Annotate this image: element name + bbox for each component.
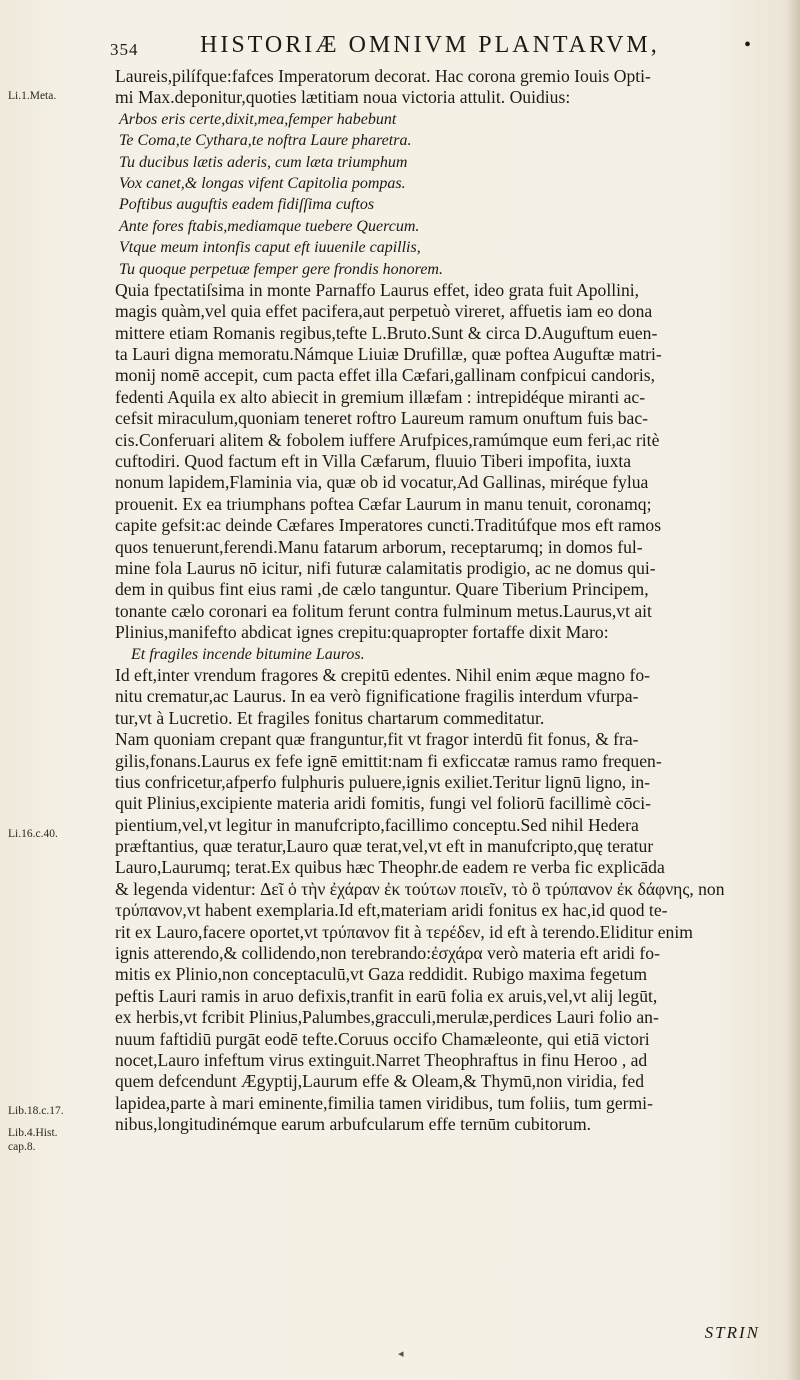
text-line: prouenit. Ex ea triumphans poftea Cæfar Laurum in manu tenuit, coronamq; [115, 493, 652, 514]
text-line: cefsit miraculum,quoniam teneret roftro Laureum ramum onuftum fuis bac- [115, 408, 649, 429]
text-line: ignis atterendo,& collidendo,non terebrando:ἐσχάρα verò materia eft aridi fo- [115, 943, 660, 964]
text-line: monij nomē accepit, cum pacta effet illa Cæfari,gallinam confpicui candoris, [115, 365, 656, 386]
verse-line: Vtque meum intonfis caput eft iuuenile capillis, [119, 239, 421, 257]
verse-line: Vox canet,& longas vifent Capitolia pompas. [119, 174, 406, 192]
text-line: cis.Conferuari alitem & fobolem iuffere Arufpices,ramúmque eum feri,ac ritè [115, 429, 660, 450]
margin-note: Li.1.Meta. [8, 90, 57, 102]
text-line: tius confricetur,afperfo fulphuris puluere,ignis exiliet.Teritur lignū ligno, in- [115, 771, 651, 792]
text-line: dem in quibus fint eius rami ,de cælo tanguntur. Quare Tiberium Principem, [115, 579, 649, 600]
page-edge-shadow [786, 0, 800, 1380]
text-line: nocet,Lauro infeftum virus extinguit.Narret Theophraftus in finu Heroo , ad [115, 1049, 648, 1070]
text-line: quos tenuerunt,ferendi.Manu fatarum arborum, receptarumq; in domos ful- [115, 536, 643, 557]
page-number: 354 [110, 40, 139, 59]
text-line: tonante cælo coronari ea folitum ferunt contra fulminum metus.Laurus,vt ait [115, 600, 652, 621]
catchword: STRIN [704, 1323, 760, 1342]
margin-note: Lib.4.Hist. [8, 1127, 58, 1139]
quote-line: Et fragiles incende bitumine Lauros. [131, 645, 365, 663]
margin-note: Li.16.c.40. [8, 828, 58, 840]
text-line: ta Lauri digna memoratu.Námque Liuiæ Drufillæ, quæ poftea Auguftæ matri- [115, 344, 662, 365]
text-line: rit ex Lauro,facere oportet,vt τρύπανον fit à τερέδεν, id eft à terendo.Eliditur enim [115, 921, 693, 942]
text-line: gilis,fonans.Laurus ex fefe ignē emittit:nam fi exficcatæ ramus ramo frequen- [115, 750, 662, 771]
page-header [110, 32, 780, 62]
text-line: mine fola Laurus nō icitur, nifi futuræ calamitatis prodigio, ac ne domus qui- [115, 557, 656, 578]
text-line: Nam quoniam crepant quæ franguntur,fit vt fragor interdū fit fonus, & fra- [115, 729, 639, 750]
main-text [115, 66, 775, 1136]
text-line: mi Max.deponitur,quoties lætitiam noua victoria attulit. Ouidius: [115, 87, 571, 108]
text-line: nonum lapidem,Flaminia via, quæ ob id vocatur,Ad Gallinas, miréque fylua [115, 472, 649, 493]
text-line: fedenti Aquila ex alto abiecit in gremium illæfam : intrepidéque miranti ac- [115, 386, 646, 407]
text-line: & legenda videntur: Δεῖ ὁ τὴν ἐχάραν ἐκ τούτων ποιεῖν, τὸ ὃ τρύπανον ἐκ δάφνης, non [115, 878, 725, 899]
text-line: mitis ex Plinio,non conceptaculū,vt Gaza reddidit. Rubigo maxima fegetum [115, 964, 648, 985]
verse-line: Tu ducibus lætis aderis, cum læta triumphum [119, 153, 408, 171]
text-line: Lauro,Laurumq; terat.Ex quibus hæc Theophr.de eadem re verba fic explicāda [115, 857, 665, 878]
text-line: magis quàm,vel quia effet pacifera,aut perpetuò vireret, affuetis iam eo dona [115, 301, 653, 322]
text-line: Plinius,manifefto abdicat ignes crepitu:quapropter fortaffe dixit Maro: [115, 622, 609, 643]
margin-note: Lib.18.c.17. [8, 1105, 64, 1117]
text-line: pientium,vel,vt legitur in manufcripto,facillimo conceptu.Sed nihil Hedera [115, 814, 639, 835]
text-line: cuftodiri. Quod factum eft in Villa Cæfarum, fluuio Tiberi impofita, iuxta [115, 451, 632, 472]
text-line: capite gefsit:ac deinde Cæfares Imperatores cuncti.Traditúfque mos eft ramos [115, 515, 662, 536]
text-line: Quia fpectatiſsima in monte Parnaffo Laurus effet, ideo grata fuit Apollini, [115, 279, 640, 300]
text-line: nuum faftidiū purgāt eodē tefte.Coruus occifo Chamæleonte, qui etiā victori [115, 1028, 650, 1049]
text-line: Laureis,pilífque:fafces Imperatorum decorat. Hac corona gremio Iouis Opti- [115, 66, 651, 86]
text-line: Id eft,inter vrendum fragores & crepitū edentes. Nihil enim æque magno fo- [115, 664, 650, 685]
verse-line: Arbos eris certe,dixit,mea,femper habebunt [119, 110, 397, 128]
text-line: nibus,longitudinémque earum arbufcularum effe ternūm cubitorum. [115, 1114, 592, 1135]
text-line: quem defcendunt Ægyptij,Laurum effe & Oleam,& Thymū,non viridia, fed [115, 1071, 644, 1092]
text-line: peftis Lauri ramis in aruo defixis,tranfit in earū folia ex aruis,vel,vt alij legūt, [115, 985, 658, 1006]
verse-line: Te Coma,te Cythara,te noftra Laure pharetra. [119, 132, 412, 150]
text-line: τρύπανον,vt habent exemplaria.Id eft,materiam aridi fonitus ex hac,id quod te- [115, 900, 668, 921]
verse-line: Ante fores ftabis,mediamque tuebere Quercum. [119, 217, 420, 235]
text-line: tur,vt à Lucretio. Et fragiles fonitus chartarum commeditatur. [115, 707, 545, 728]
running-title: HISTORIÆ OMNIVM PLANTARVM, [200, 32, 660, 58]
signature-mark: ◂ [398, 1348, 404, 1360]
text-line: mittere etiam Romanis regibus,tefte L.Bruto.Sunt & circa D.Auguftum euen- [115, 322, 658, 343]
text-line: præftantius, quæ teratur,Lauro quæ terat,vel,vt eft in manufcripto,quę teratur [115, 836, 654, 857]
text-line: nitu crematur,ac Laurus. In ea verò fignificatione fragilis interdum vfurpa- [115, 686, 639, 707]
text-line: quit Plinius,excipiente materia aridi fomitis, fungi vel foliorū facillimè cōci- [115, 793, 651, 814]
verse-line: Tu quoque perpetuæ femper gere frondis honorem. [119, 260, 443, 278]
margin-note: cap.8. [8, 1141, 36, 1153]
text-line: lapidea,parte à mari eminente,fimilia tamen viridibus, tum foliis, tum germi- [115, 1092, 653, 1113]
text-line: ex herbis,vt fcribit Plinius,Palumbes,gracculi,merulæ,perdices Lauri folio an- [115, 1007, 659, 1028]
verse-line: Poftibus auguftis eadem fidiſſima cuftos [119, 196, 375, 214]
header-ornament: • [744, 34, 752, 56]
